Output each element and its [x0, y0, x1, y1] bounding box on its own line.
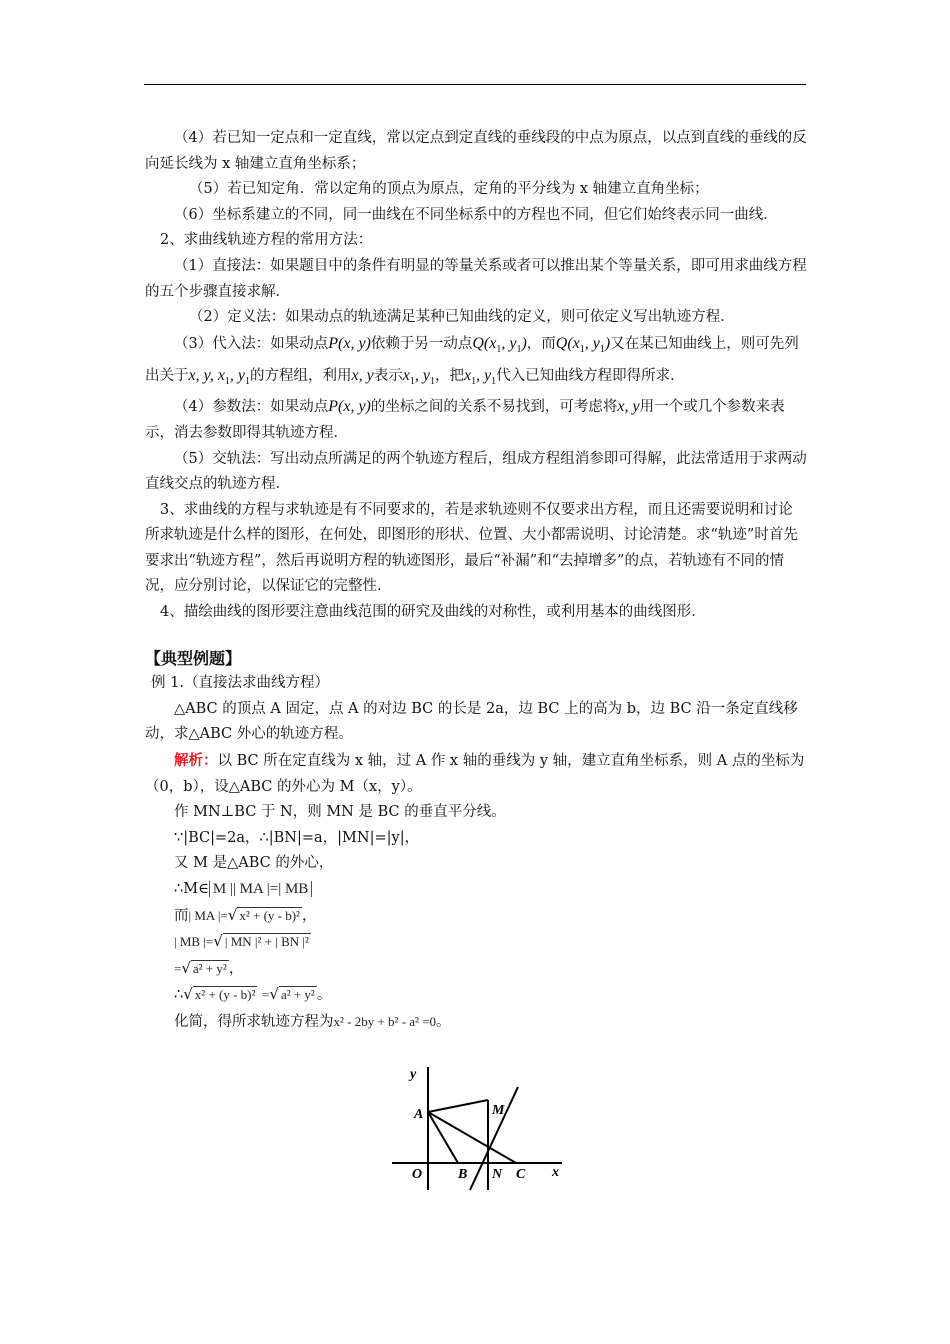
- label-c: C: [516, 1167, 526, 1182]
- point-4: 4、描绘曲线的图形要注意曲线范围的研究及曲线的对称性，或利用基本的曲线图形．: [160, 604, 706, 621]
- analysis: 解析：以 BC 所在定直线为 x 轴，过 A 作 x 轴的垂线为 y 轴，建立直角坐标系，则 A 点的坐标为（0，b），设△ABC 的外心为 M（x，y）。: [145, 752, 805, 795]
- step-6: | MB |=√ | MN |² + | BN |²: [174, 932, 309, 951]
- step-3: 又 M 是△ABC 的外心，: [174, 855, 334, 872]
- label-y: y: [410, 1067, 417, 1082]
- sqrt-icon: √: [269, 985, 279, 1004]
- document-body: [145, 126, 807, 1036]
- step-8: ∴√ x² + (y - b)² =√ a² + y² 。: [174, 985, 332, 1004]
- header-rule: [144, 84, 806, 85]
- method-substitution: （3）代入法：如果动点P(x, y)依赖于另一动点$Q(x_1$, $y_1$)，而$Q(x_1$, $y_1$)又在某已知曲线上，则可先列出关于x, y, $x_1$, $y_1$的方程组，利用x, y表示$x_1$, $y_1$，把$x_1$, $y_1$代入已知曲线方程即得所求．: [145, 334, 799, 387]
- label-a: A: [414, 1107, 424, 1122]
- label-n: N: [492, 1167, 503, 1182]
- sqrt-icon: √: [213, 932, 223, 951]
- step-4: ∴M∈ M || MA |=| MB: [145, 877, 807, 903]
- item-5: （5）若已知定角．常以定角的顶点为原点，定角的平分线为 x 轴建立直角坐标；: [189, 181, 709, 198]
- point-3: 3、求曲线的方程与求轨迹是有不同要求的，若是求轨迹则不仅要求出方程，而且还需要说明和讨论所求轨迹是什么样的图形，在何处，即图形的形状、位置、大小都需说明、讨论清楚。求“轨迹”时首先要求出“轨迹方程”，然后再说明方程的轨迹图形，最后“补漏”和“去掉增多”的点，若轨迹有不同的情况，应分别讨论，以保证它的完整性．: [145, 501, 798, 595]
- point-q: $Q(x_1$, $y_1$): [472, 334, 527, 355]
- step-5: 而| MA |=√ x² + (y - b)² ，: [174, 905, 317, 924]
- method-parameter: （4）参数法：如果动点P(x, y)的坐标之间的关系不易找到，可考虑将x, y用一个或几个参数来表示，消去参数即得其轨迹方程．: [145, 398, 785, 441]
- method-intersection: （5）交轨法：写出动点所满足的两个轨迹方程后，组成方程组消参即可得解，此法常适用于求两动直线交点的轨迹方程．: [145, 450, 807, 493]
- method-direct: （1）直接法：如果题目中的条件有明显的等量关系或者可以推出某个等量关系，即可用求曲线方程的五个步骤直接求解．: [145, 257, 807, 300]
- sqrt-icon: √: [181, 958, 191, 977]
- label-m: M: [492, 1103, 505, 1118]
- label-b: B: [458, 1167, 468, 1182]
- section-2-heading: 2、求曲线轨迹方程的常用方法：: [160, 232, 373, 249]
- segment-am: [428, 1100, 488, 1112]
- step-1: 作 MN⊥BC 于 N，则 MN 是 BC 的垂直平分线。: [174, 804, 506, 821]
- step-9: 化简，得所求轨迹方程为x² - 2by + b² - a² =0。: [174, 1013, 451, 1030]
- label-x: x: [552, 1165, 559, 1180]
- method-definition: （2）定义法：如果动点的轨迹满足某种已知曲线的定义，则可依定义写出轨迹方程．: [189, 309, 735, 326]
- step-7: =√ a² + y² ，: [174, 958, 244, 977]
- step-2: ∵|BC|=2a，∴|BN|=a，|MN|=|y|，: [174, 829, 420, 846]
- sqrt-icon: √: [227, 905, 238, 924]
- section-title: 【典型例题】: [145, 648, 242, 668]
- analysis-label: 解析：: [174, 752, 218, 770]
- geometry-figure: [392, 1062, 572, 1192]
- example-problem: △ABC 的顶点 A 固定，点 A 的对边 BC 的长是 2a，边 BC 上的高为 b，边 BC 沿一条定直线移动，求△ABC 外心的轨迹方程。: [145, 700, 798, 743]
- label-o: O: [412, 1167, 423, 1182]
- item-4: （4）若已知一定点和一定直线，常以定点到定直线的垂线段的中点为原点，以点到直线的垂线的反向延长线为 x 轴建立直角坐标系；: [145, 130, 807, 172]
- sqrt-icon: √: [183, 985, 193, 1004]
- point-p: P: [328, 334, 339, 352]
- item-6: （6）坐标系建立的不同，同一曲线在不同坐标系中的方程也不同，但它们始终表示同一曲线．: [174, 206, 778, 223]
- example-title: 例 1.（直接法求曲线方程）: [151, 675, 329, 692]
